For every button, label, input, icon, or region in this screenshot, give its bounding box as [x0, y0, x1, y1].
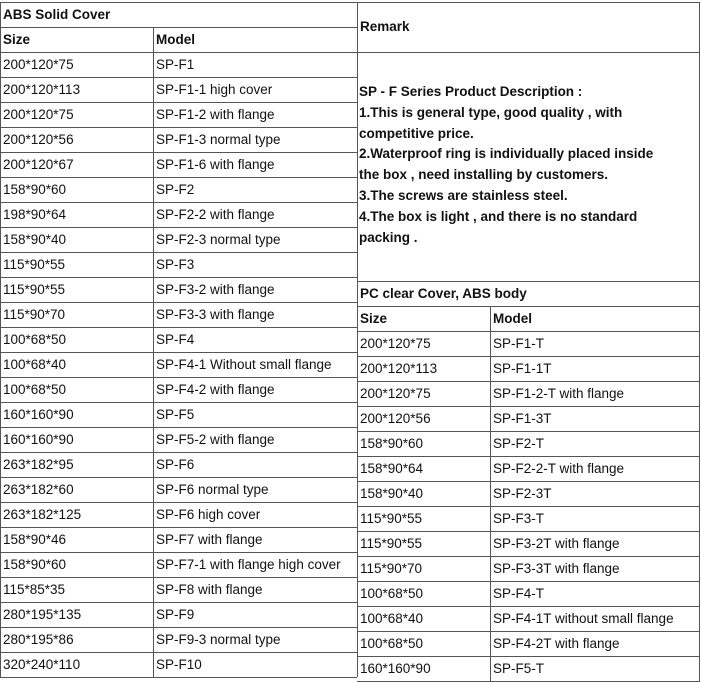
grid-line [0, 252, 357, 253]
size-cell: 263*182*60 [3, 482, 74, 497]
grid-line [357, 656, 700, 657]
grid-line [0, 627, 357, 628]
grid-line [0, 2, 1, 677]
grid-line [357, 281, 700, 282]
size-cell: 115*90*70 [3, 307, 66, 322]
right-size-header: Size [360, 311, 388, 326]
size-cell: 160*160*90 [360, 661, 431, 676]
grid-line [357, 456, 700, 457]
grid-line [0, 452, 357, 453]
model-cell: SP-F1 [156, 57, 195, 72]
model-cell: SP-F1-2-T with flange [493, 386, 625, 401]
size-cell: 115*85*35 [3, 582, 66, 597]
size-cell: 160*160*90 [3, 407, 74, 422]
model-cell: SP-F4-2 with flange [156, 382, 275, 397]
size-cell: 115*90*55 [3, 257, 66, 272]
size-cell: 198*90*64 [3, 207, 67, 222]
grid-line [0, 102, 357, 103]
grid-line [0, 127, 357, 128]
grid-line [0, 402, 357, 403]
size-cell: 280*195*135 [3, 607, 82, 622]
model-cell: SP-F2-2-T with flange [493, 461, 625, 476]
model-cell: SP-F3-3T with flange [493, 561, 620, 576]
grid-line [357, 356, 700, 357]
grid-line [357, 52, 700, 53]
grid-line [0, 652, 357, 653]
grid-line [0, 277, 357, 278]
size-cell: 263*182*125 [3, 507, 82, 522]
size-cell: 200*120*56 [360, 411, 431, 426]
size-cell: 115*90*55 [3, 282, 66, 297]
model-cell: SP-F1-1 high cover [156, 82, 273, 97]
model-cell: SP-F6 normal type [156, 482, 269, 497]
size-cell: 200*120*75 [360, 386, 431, 401]
grid-line [357, 481, 700, 482]
size-cell: 160*160*90 [3, 432, 74, 447]
grid-line [0, 202, 357, 203]
model-cell: SP-F2-T [493, 436, 545, 451]
model-cell: SP-F3-2 with flange [156, 282, 275, 297]
size-cell: 200*120*75 [3, 107, 74, 122]
size-cell: 320*240*110 [3, 657, 81, 672]
description-line: 2.Waterproof ring is individually placed inside [359, 146, 654, 162]
model-cell: SP-F6 [156, 457, 195, 472]
model-cell: SP-F5 [156, 407, 195, 422]
remark-title: Remark [360, 19, 410, 34]
left-model-header: Model [156, 32, 195, 47]
size-cell: 100*68*50 [3, 382, 67, 397]
size-cell: 200*120*113 [3, 82, 81, 97]
grid-line [357, 556, 700, 557]
product-description [359, 82, 699, 248]
grid-line [0, 27, 357, 28]
size-cell: 115*90*55 [360, 536, 423, 551]
grid-line [0, 477, 357, 478]
model-cell: SP-F4-1T without small flange [493, 611, 674, 626]
grid-line [357, 631, 700, 632]
model-cell: SP-F1-6 with flange [156, 157, 275, 172]
model-cell: SP-F5-T [493, 661, 545, 676]
size-cell: 158*90*60 [3, 557, 67, 572]
model-cell: SP-F1-3T [493, 411, 552, 426]
grid-line [357, 581, 700, 582]
grid-line [490, 306, 491, 681]
size-cell: 100*68*40 [360, 611, 424, 626]
grid-line [0, 427, 357, 428]
size-cell: 158*90*60 [3, 182, 67, 197]
model-cell: SP-F3 [156, 257, 195, 272]
model-cell: SP-F2 [156, 182, 195, 197]
grid-line [699, 2, 700, 681]
grid-line [0, 677, 357, 678]
grid-line [0, 52, 357, 53]
size-cell: 158*90*64 [360, 461, 424, 476]
grid-line [153, 27, 154, 677]
grid-line [0, 177, 357, 178]
size-cell: 200*120*75 [360, 336, 431, 351]
description-line: 4.The box is light , and there is no standard [359, 208, 638, 224]
model-cell: SP-F2-3 normal type [156, 232, 281, 247]
model-cell: SP-F8 with flange [156, 582, 263, 597]
grid-line [0, 552, 357, 553]
size-cell: 158*90*60 [360, 436, 424, 451]
grid-line [0, 352, 357, 353]
model-cell: SP-F2-3T [493, 486, 552, 501]
model-cell: SP-F2-2 with flange [156, 207, 275, 222]
size-cell: 115*90*70 [360, 561, 423, 576]
pc-clear-cover-title: PC clear Cover, ABS body [360, 286, 527, 301]
grid-line [357, 331, 700, 332]
size-cell: 100*68*50 [3, 332, 67, 347]
model-cell: SP-F7 with flange [156, 532, 263, 547]
size-cell: 158*90*40 [360, 486, 424, 501]
grid-line [0, 77, 357, 78]
grid-line [0, 602, 357, 603]
model-cell: SP-F3-T [493, 511, 545, 526]
model-cell: SP-F4 [156, 332, 195, 347]
grid-line [357, 381, 700, 382]
size-cell: 263*182*95 [3, 457, 74, 472]
model-cell: SP-F4-T [493, 586, 545, 601]
grid-line [0, 152, 357, 153]
left-size-header: Size [3, 32, 31, 47]
model-cell: SP-F4-2T with flange [493, 636, 620, 651]
model-cell: SP-F3-2T with flange [493, 536, 620, 551]
grid-line [357, 306, 700, 307]
size-cell: 200*120*67 [3, 157, 74, 172]
grid-line [0, 577, 357, 578]
size-cell: 200*120*113 [360, 361, 438, 376]
model-cell: SP-F7-1 with flange high cover [156, 557, 341, 572]
grid-line [357, 406, 700, 407]
grid-line [357, 606, 700, 607]
model-cell: SP-F5-2 with flange [156, 432, 275, 447]
model-cell: SP-F1-1T [493, 361, 552, 376]
right-model-header: Model [493, 311, 532, 326]
size-cell: 200*120*75 [3, 57, 74, 72]
grid-line [357, 431, 700, 432]
size-cell: 115*90*55 [360, 511, 423, 526]
grid-line [0, 527, 357, 528]
grid-line [0, 502, 357, 503]
model-cell: SP-F9-3 normal type [156, 632, 281, 647]
model-cell: SP-F1-T [493, 336, 545, 351]
abs-solid-cover-title: ABS Solid Cover [3, 7, 111, 22]
size-cell: 100*68*40 [3, 357, 67, 372]
model-cell: SP-F4-1 Without small flange [156, 357, 332, 372]
grid-line [0, 2, 700, 3]
description-line: competitive price. [359, 125, 474, 141]
model-cell: SP-F9 [156, 607, 195, 622]
grid-line [0, 377, 357, 378]
size-cell: 100*68*50 [360, 586, 424, 601]
grid-line [0, 227, 357, 228]
model-cell: SP-F10 [156, 657, 202, 672]
size-cell: 100*68*50 [360, 636, 424, 651]
description-line: the box , need installing by customers. [359, 167, 609, 183]
model-cell: SP-F1-2 with flange [156, 107, 275, 122]
description-line: packing . [359, 229, 418, 245]
grid-line [357, 2, 358, 677]
size-cell: 200*120*56 [3, 132, 74, 147]
grid-line [0, 302, 357, 303]
model-cell: SP-F1-3 normal type [156, 132, 281, 147]
description-line: SP - F Series Product Description : [359, 84, 583, 99]
grid-line [357, 506, 700, 507]
size-cell: 158*90*40 [3, 232, 67, 247]
model-cell: SP-F6 high cover [156, 507, 261, 522]
description-line: 1.This is general type, good quality , with [359, 104, 623, 120]
size-cell: 280*195*86 [3, 632, 74, 647]
grid-line [357, 531, 700, 532]
grid-line [0, 327, 357, 328]
model-cell: SP-F3-3 with flange [156, 307, 275, 322]
size-cell: 158*90*46 [3, 532, 67, 547]
description-line: 3.The screws are stainless steel. [359, 187, 568, 203]
